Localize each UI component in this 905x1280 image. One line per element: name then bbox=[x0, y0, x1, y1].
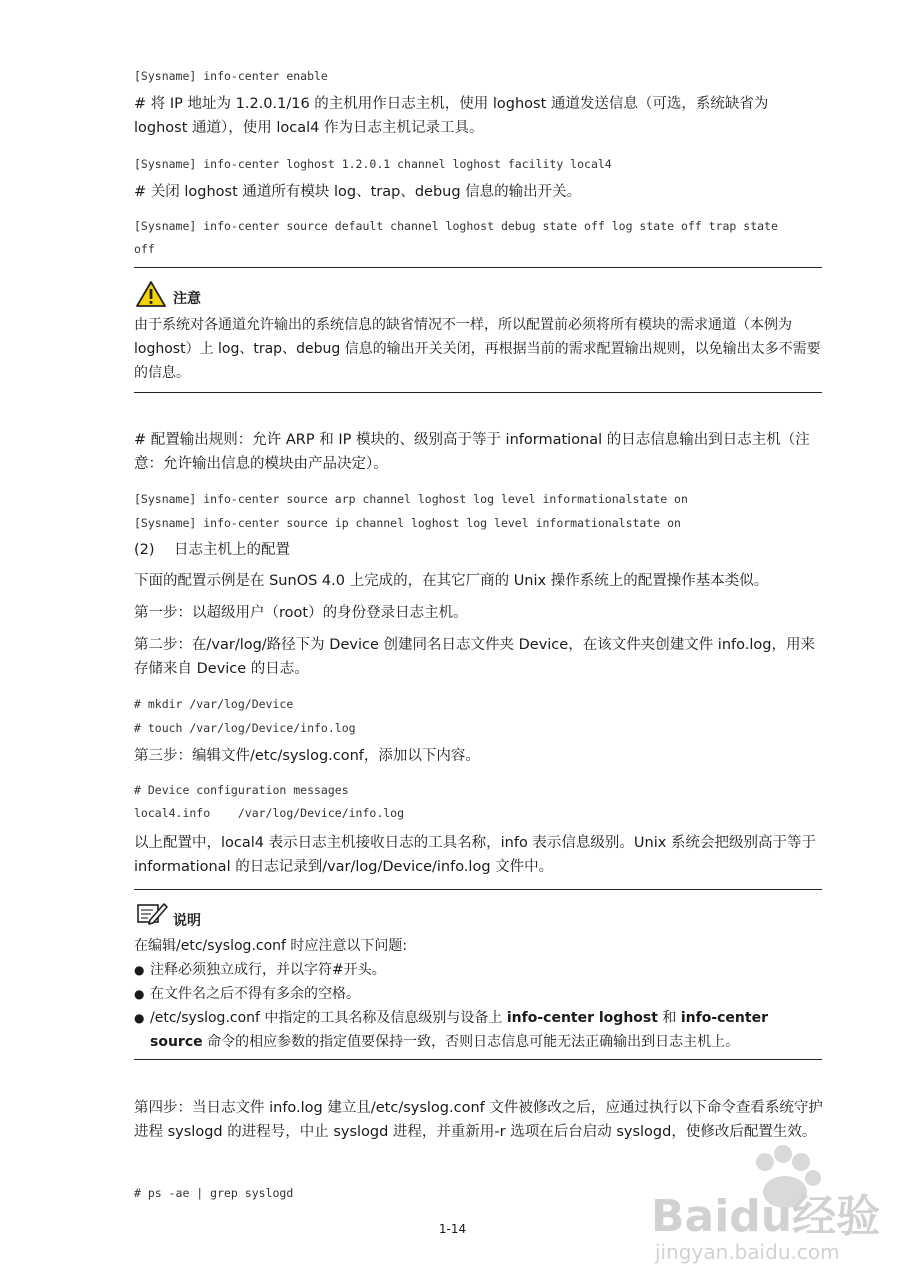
list-item-text: 在文件名之后不得有多余的空格。 bbox=[150, 986, 360, 1002]
note-intro: 在编辑/etc/syslog.conf 时应注意以下问题: bbox=[134, 938, 408, 954]
command-name: info-center loghost bbox=[506, 1010, 658, 1026]
section-heading-number: (2) bbox=[134, 542, 155, 558]
bullet-icon: ● bbox=[134, 987, 145, 1001]
watermark-brand: Baidu经验 bbox=[651, 1191, 881, 1242]
paragraph: # 关闭 loghost 通道所有模块 log、trap、debug 信息的输出开关。 bbox=[134, 184, 582, 200]
code-line: off bbox=[134, 242, 155, 256]
code-line: [Sysname] info-center source ip channel loghost log level informationalstate on bbox=[134, 516, 681, 530]
code-line: [Sysname] info-center source arp channel loghost log level informationalstate on bbox=[134, 492, 688, 506]
paragraph: 第三步：编辑文件/etc/syslog.conf，添加以下内容。 bbox=[134, 748, 480, 764]
code-line: # mkdir /var/log/Device bbox=[134, 697, 294, 711]
page-number: 1-14 bbox=[438, 1222, 467, 1236]
code-line: # Device configuration messages bbox=[134, 783, 349, 797]
code-line: # ps -ae | grep syslogd bbox=[134, 1186, 294, 1200]
list-item-text: 注释必须独立成行，并以字符#开头。 bbox=[150, 962, 386, 978]
bullet-icon: ● bbox=[134, 963, 145, 977]
bullet-icon: ● bbox=[134, 1011, 145, 1025]
paragraph: # 配置输出规则：允许 ARP 和 IP 模块的、级别高于等于 informational 的日志信息输出到日志主机（注意：允许输出信息的模块由产品决定）。 bbox=[134, 432, 810, 472]
paragraph: 第二步：在/var/log/路径下为 Device 创建同名日志文件夹 Device，在该文件夹创建文件 info.log，用来存储来自 Device 的日志。 bbox=[134, 637, 815, 677]
paragraph: 以上配置中，local4 表示日志主机接收日志的工具名称，info 表示信息级别。Unix 系统会把级别高于等于 informational 的日志记录到/var/log/Device/info.log 文件中。 bbox=[134, 835, 816, 875]
list-item-text: /etc/syslog.conf 中指定的工具名称及信息级别与设备上 info-center loghost 和 info-center source 命令的相应参数的指定值要保持一致，否则日志信息可能无法正确输出到日志主机上。 bbox=[150, 1010, 768, 1050]
paragraph: 第四步：当日志文件 info.log 建立且/etc/syslog.conf 文件被修改之后，应通过执行以下命令查看系统守护进程 syslogd 的进程号，中止 syslogd 进程，并重新用-r 选项在后台启动 syslogd，使修改后配置生效。 bbox=[134, 1100, 823, 1140]
note-top-rule bbox=[134, 889, 822, 890]
caution-bottom-rule bbox=[134, 392, 822, 393]
warning-triangle-icon bbox=[135, 280, 167, 308]
caution-title: 注意 bbox=[173, 291, 201, 307]
caution-top-rule bbox=[134, 267, 822, 268]
watermark-url: jingyan.baidu.com bbox=[655, 1240, 840, 1264]
note-bottom-rule bbox=[134, 1059, 822, 1060]
code-line: [Sysname] info-center source default channel loghost debug state off log state off trap state bbox=[134, 219, 778, 233]
code-line: [Sysname] info-center loghost 1.2.0.1 channel loghost facility local4 bbox=[134, 157, 612, 171]
caution-body: 由于系统对各通道允许输出的系统信息的缺省情况不一样，所以配置前必须将所有模块的需求通道（本例为 loghost）上 log、trap、debug 信息的输出开关关闭，再根据当前的需求配置输出规则，以免输出太多不需要的信息。 bbox=[134, 317, 821, 381]
code-line: [Sysname] info-center enable bbox=[134, 69, 328, 83]
section-heading: 日志主机上的配置 bbox=[174, 542, 290, 558]
baidu-watermark bbox=[645, 1140, 885, 1270]
paragraph: 下面的配置示例是在 SunOS 4.0 上完成的，在其它厂商的 Unix 操作系统上的配置操作基本类似。 bbox=[134, 573, 769, 589]
command-name: info-center source bbox=[150, 1010, 768, 1050]
code-line: local4.info /var/log/Device/info.log bbox=[134, 806, 405, 820]
code-line: # touch /var/log/Device/info.log bbox=[134, 721, 356, 735]
note-title: 说明 bbox=[173, 913, 201, 929]
note-pencil-icon bbox=[136, 900, 168, 926]
paragraph: # 将 IP 地址为 1.2.0.1/16 的主机用作日志主机，使用 loghost 通道发送信息（可选，系统缺省为 loghost 通道），使用 local4 作为日志主机记录工具。 bbox=[134, 96, 769, 136]
paragraph: 第一步：以超级用户（root）的身份登录日志主机。 bbox=[134, 605, 468, 621]
